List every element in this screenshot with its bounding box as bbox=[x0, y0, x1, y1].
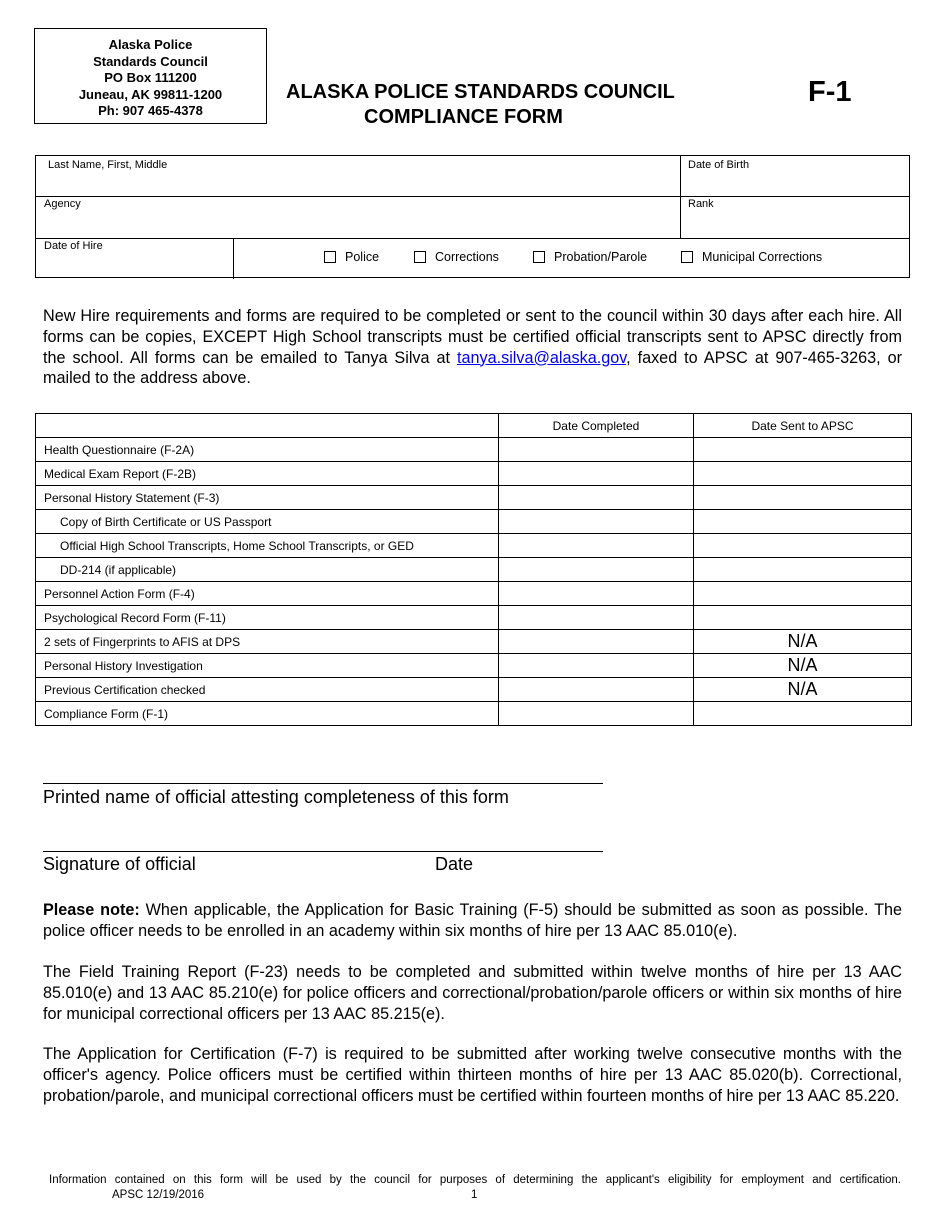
date-completed-cell[interactable] bbox=[499, 702, 694, 726]
requirement-label: Medical Exam Report (F-2B) bbox=[36, 462, 499, 486]
requirement-label: Psychological Record Form (F-11) bbox=[36, 606, 499, 630]
field-training-paragraph: The Field Training Report (F-23) needs to be completed and submitted within twelve months of hire per 13 AAC 85.010(e) and 13 AAC 85.210(e) for police officers and correctional/probation/parole officers or within six months of hire for municipal correctional officers per 13 AAC 85.215(e). bbox=[43, 963, 902, 1023]
date-completed-cell[interactable] bbox=[499, 486, 694, 510]
table-row bbox=[36, 678, 912, 702]
requirement-label: Personal History Investigation bbox=[36, 654, 499, 678]
date-sent-cell: N/A bbox=[694, 654, 912, 678]
checkbox-municipal-corrections-label: Municipal Corrections bbox=[702, 250, 823, 264]
divider bbox=[36, 238, 909, 239]
form-code: F-1 bbox=[808, 76, 852, 108]
table-row bbox=[36, 654, 912, 678]
table-row bbox=[36, 486, 912, 510]
table-row bbox=[36, 702, 912, 726]
date-sent-cell[interactable] bbox=[694, 702, 912, 726]
checkbox-corrections[interactable] bbox=[414, 250, 499, 264]
address-line-3: PO Box 111200 bbox=[104, 70, 197, 85]
table-row bbox=[36, 558, 912, 582]
dob-field-label: Date of Birth bbox=[688, 159, 750, 171]
date-sent-cell[interactable] bbox=[694, 558, 912, 582]
hire-date-field[interactable] bbox=[44, 240, 103, 252]
date-sent-cell[interactable] bbox=[694, 462, 912, 486]
checkbox-municipal-corrections[interactable] bbox=[681, 250, 822, 264]
address-line-1: Alaska Police bbox=[108, 37, 193, 52]
note-paragraph bbox=[43, 900, 902, 942]
intro-text-1: New Hire requirements and forms are required to be completed or sent to the council within 30 days after each hire. All forms can be copies, EXCEPT High School transcripts must be certified official transcripts sent to APSC directly from the school. All forms can be emailed to Tanya Silva at bbox=[43, 307, 902, 367]
signature-label: Signature of official bbox=[43, 854, 196, 874]
email-link[interactable]: tanya.silva@alaska.gov bbox=[457, 348, 627, 367]
name-field-label: Last Name, First, Middle bbox=[48, 159, 168, 171]
requirement-label: DD-214 (if applicable) bbox=[36, 558, 499, 582]
date-sent-cell[interactable] bbox=[694, 534, 912, 558]
date-completed-cell[interactable] bbox=[499, 462, 694, 486]
date-sent-cell[interactable] bbox=[694, 486, 912, 510]
checkbox-icon bbox=[681, 251, 693, 263]
checkbox-probation-parole-label: Probation/Parole bbox=[554, 250, 648, 264]
date-completed-cell[interactable] bbox=[499, 630, 694, 654]
name-field[interactable] bbox=[48, 159, 167, 171]
printed-name-label: Printed name of official attesting completeness of this form bbox=[43, 787, 509, 807]
checkbox-icon bbox=[414, 251, 426, 263]
rank-field-label: Rank bbox=[688, 198, 714, 210]
date-sent-cell[interactable] bbox=[694, 606, 912, 630]
table-header-item bbox=[36, 414, 499, 438]
requirement-label: Personnel Action Form (F-4) bbox=[36, 582, 499, 606]
date-completed-cell[interactable] bbox=[499, 582, 694, 606]
table-row bbox=[36, 582, 912, 606]
requirement-label: 2 sets of Fingerprints to AFIS at DPS bbox=[36, 630, 499, 654]
agency-field-label: Agency bbox=[44, 198, 81, 210]
date-sent-cell: N/A bbox=[694, 678, 912, 702]
intro-paragraph bbox=[43, 306, 902, 389]
table-row bbox=[36, 462, 912, 486]
date-sent-cell[interactable] bbox=[694, 438, 912, 462]
date-completed-cell[interactable] bbox=[499, 438, 694, 462]
intro-text-2: , faxed to APSC at 907-465-3263, or mailed to the address above. bbox=[43, 348, 903, 388]
identification-fields bbox=[35, 155, 910, 278]
checkbox-police-label: Police bbox=[345, 250, 380, 264]
signature-date-label: Date bbox=[435, 854, 474, 874]
date-completed-cell[interactable] bbox=[499, 654, 694, 678]
footer-revision: APSC 12/19/2016 bbox=[112, 1189, 205, 1201]
date-completed-cell[interactable] bbox=[499, 678, 694, 702]
address-line-2: Standards Council bbox=[93, 53, 208, 69]
requirement-label: Official High School Transcripts, Home School Transcripts, or GED bbox=[36, 534, 499, 558]
dob-field[interactable] bbox=[688, 159, 749, 171]
footer-disclaimer: Information contained on this form will be used by the council for purposes of determining the applicant's eligibility for employment and certification. bbox=[49, 1174, 901, 1186]
divider bbox=[233, 238, 234, 279]
date-sent-cell[interactable] bbox=[694, 510, 912, 534]
signature-line[interactable] bbox=[43, 851, 603, 852]
date-completed-cell[interactable] bbox=[499, 606, 694, 630]
note-bold-label: Please note: bbox=[43, 901, 140, 919]
checkbox-icon bbox=[533, 251, 545, 263]
council-address-box bbox=[34, 28, 267, 124]
requirements-table bbox=[35, 413, 912, 726]
requirement-label: Personal History Statement (F-3) bbox=[36, 486, 499, 510]
form-title-line-2: COMPLIANCE FORM bbox=[364, 106, 563, 128]
date-completed-cell[interactable] bbox=[499, 558, 694, 582]
checkbox-icon bbox=[324, 251, 336, 263]
table-row bbox=[36, 606, 912, 630]
hire-date-field-label: Date of Hire bbox=[44, 240, 103, 252]
date-sent-cell[interactable] bbox=[694, 582, 912, 606]
table-row bbox=[36, 438, 912, 462]
date-completed-cell[interactable] bbox=[499, 510, 694, 534]
agency-field[interactable] bbox=[44, 198, 81, 210]
requirement-label: Health Questionnaire (F-2A) bbox=[36, 438, 499, 462]
date-completed-cell[interactable] bbox=[499, 534, 694, 558]
divider bbox=[36, 196, 909, 197]
form-title bbox=[286, 80, 726, 130]
note-text: When applicable, the Application for Basic Training (F-5) should be submitted as soon as possible. The police officer needs to be enrolled in an academy within six months of hire per 13 AAC 85.010(e). bbox=[43, 901, 902, 940]
printed-name-line[interactable] bbox=[43, 783, 603, 784]
rank-field[interactable] bbox=[688, 198, 714, 210]
table-row bbox=[36, 630, 912, 654]
table-header-row bbox=[36, 414, 912, 438]
requirement-label: Previous Certification checked bbox=[36, 678, 499, 702]
address-line-4: Juneau, AK 99811-1200 bbox=[78, 86, 223, 102]
checkbox-probation-parole[interactable] bbox=[533, 250, 647, 264]
checkbox-police[interactable] bbox=[324, 250, 379, 264]
checkbox-corrections-label: Corrections bbox=[435, 250, 499, 264]
requirement-label: Copy of Birth Certificate or US Passport bbox=[36, 510, 499, 534]
form-title-line-1: ALASKA POLICE STANDARDS COUNCIL bbox=[286, 81, 675, 103]
table-row bbox=[36, 510, 912, 534]
table-row bbox=[36, 534, 912, 558]
footer-page-number: 1 bbox=[471, 1189, 478, 1201]
date-sent-cell: N/A bbox=[694, 630, 912, 654]
table-header-date-completed: Date Completed bbox=[499, 414, 694, 438]
requirement-label: Compliance Form (F-1) bbox=[36, 702, 499, 726]
address-line-5: Ph: 907 465-4378 bbox=[98, 103, 203, 118]
certification-paragraph: The Application for Certification (F-7) is required to be submitted after working twelve consecutive months with the officer's agency. Police officers must be certified within thirteen months of hire per 13 AAC 85.020(b). Correctional, probation/parole, and municipal correctional officers must be certified within fourteen months of hire per 13 AAC 85.220. bbox=[43, 1045, 902, 1105]
divider bbox=[680, 156, 681, 238]
table-header-date-sent: Date Sent to APSC bbox=[694, 414, 912, 438]
